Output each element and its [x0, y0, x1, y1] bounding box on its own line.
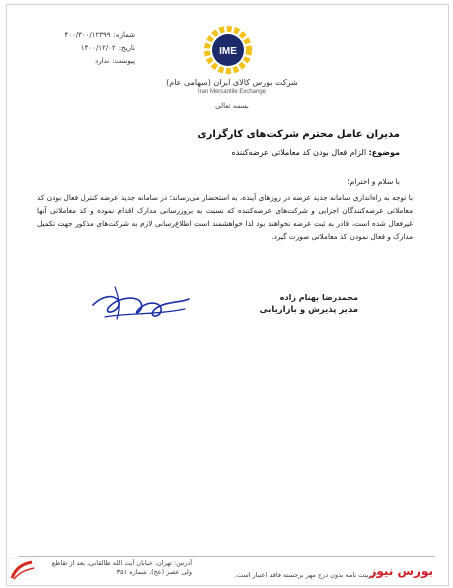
letter-page — [6, 4, 449, 586]
footer-note: *پرینت نامه بدون درج مهر برجسته فاقد اعتبار است. — [234, 571, 377, 579]
letter-date-row — [25, 42, 135, 55]
recipient: مدیران عامل محترم شرکت‌های کارگزاری — [197, 129, 400, 140]
letter-number-label: شماره: — [113, 31, 135, 39]
basmala: بسمه تعالی — [215, 102, 249, 110]
letter-date-value: ۱۴۰۰/۱۲/۰۲ — [80, 44, 116, 52]
subject-line — [232, 148, 400, 157]
ime-logo — [203, 25, 253, 75]
letter-metadata — [25, 29, 135, 68]
letter-date-label: تاریخ: — [118, 44, 135, 52]
letter-attachment-value: ندارد — [95, 57, 110, 65]
signatory-name: محمدرضا بهنام زاده — [279, 293, 358, 302]
subject-text: الزام فعال بودن کد معاملاتی عرضه‌کننده — [231, 148, 367, 157]
letter-number-row — [25, 29, 135, 42]
signatory-title: مدیر پذیرش و بازاریابی — [259, 305, 358, 315]
letter-number-value: ۴۰۰/۳۰۰/۱۲۳۹۹ — [64, 31, 111, 39]
company-name-en: Iran Mercantile Exchange — [197, 89, 267, 95]
flag-icon — [8, 558, 36, 580]
greeting: با سلام و احترام؛ — [347, 177, 400, 186]
footer-divider — [18, 556, 435, 557]
letter-attachment-row — [25, 55, 135, 68]
footer-address: آدرس: تهران، خیابان آیت الله طالقانی، بعد از تقاطع ولی عصر (عج)، شماره ۳۵۱ — [51, 559, 192, 576]
handwritten-signature — [85, 273, 195, 333]
logo-text: IME — [219, 46, 237, 57]
watermark-logo: بورس نیوز — [369, 564, 433, 578]
letter-footer — [6, 554, 447, 584]
company-name-fa: شرکت بورس کالای ایران (سهامی عام) — [166, 78, 298, 87]
letter-attachment-label: پیوست: — [112, 57, 135, 65]
letter-body: با توجه به راه‌اندازی سامانه جدید عرضه در روزهای آینده، به استحضار می‌رساند؛ در سامانه جدید عرضه کنترل فعال بودن کد معاملاتی عرضه‌کنندگان اجرایی و شرکت‌های عرضه‌کننده که نسبت به بروزرسانی مدارک اقدام نموده و کد معاملاتی آنها غیرفعال شده است، قادر به ثبت عرضه نخواهند بود لذا خواهشمند است اطلاع‌رسانی لازم به شرکت‌های مذکور جهت تکمیل مدارک و فعال نمودن کد معاملاتی صورت گیرد. — [37, 193, 413, 241]
subject-label: موضوع: — [368, 148, 400, 157]
